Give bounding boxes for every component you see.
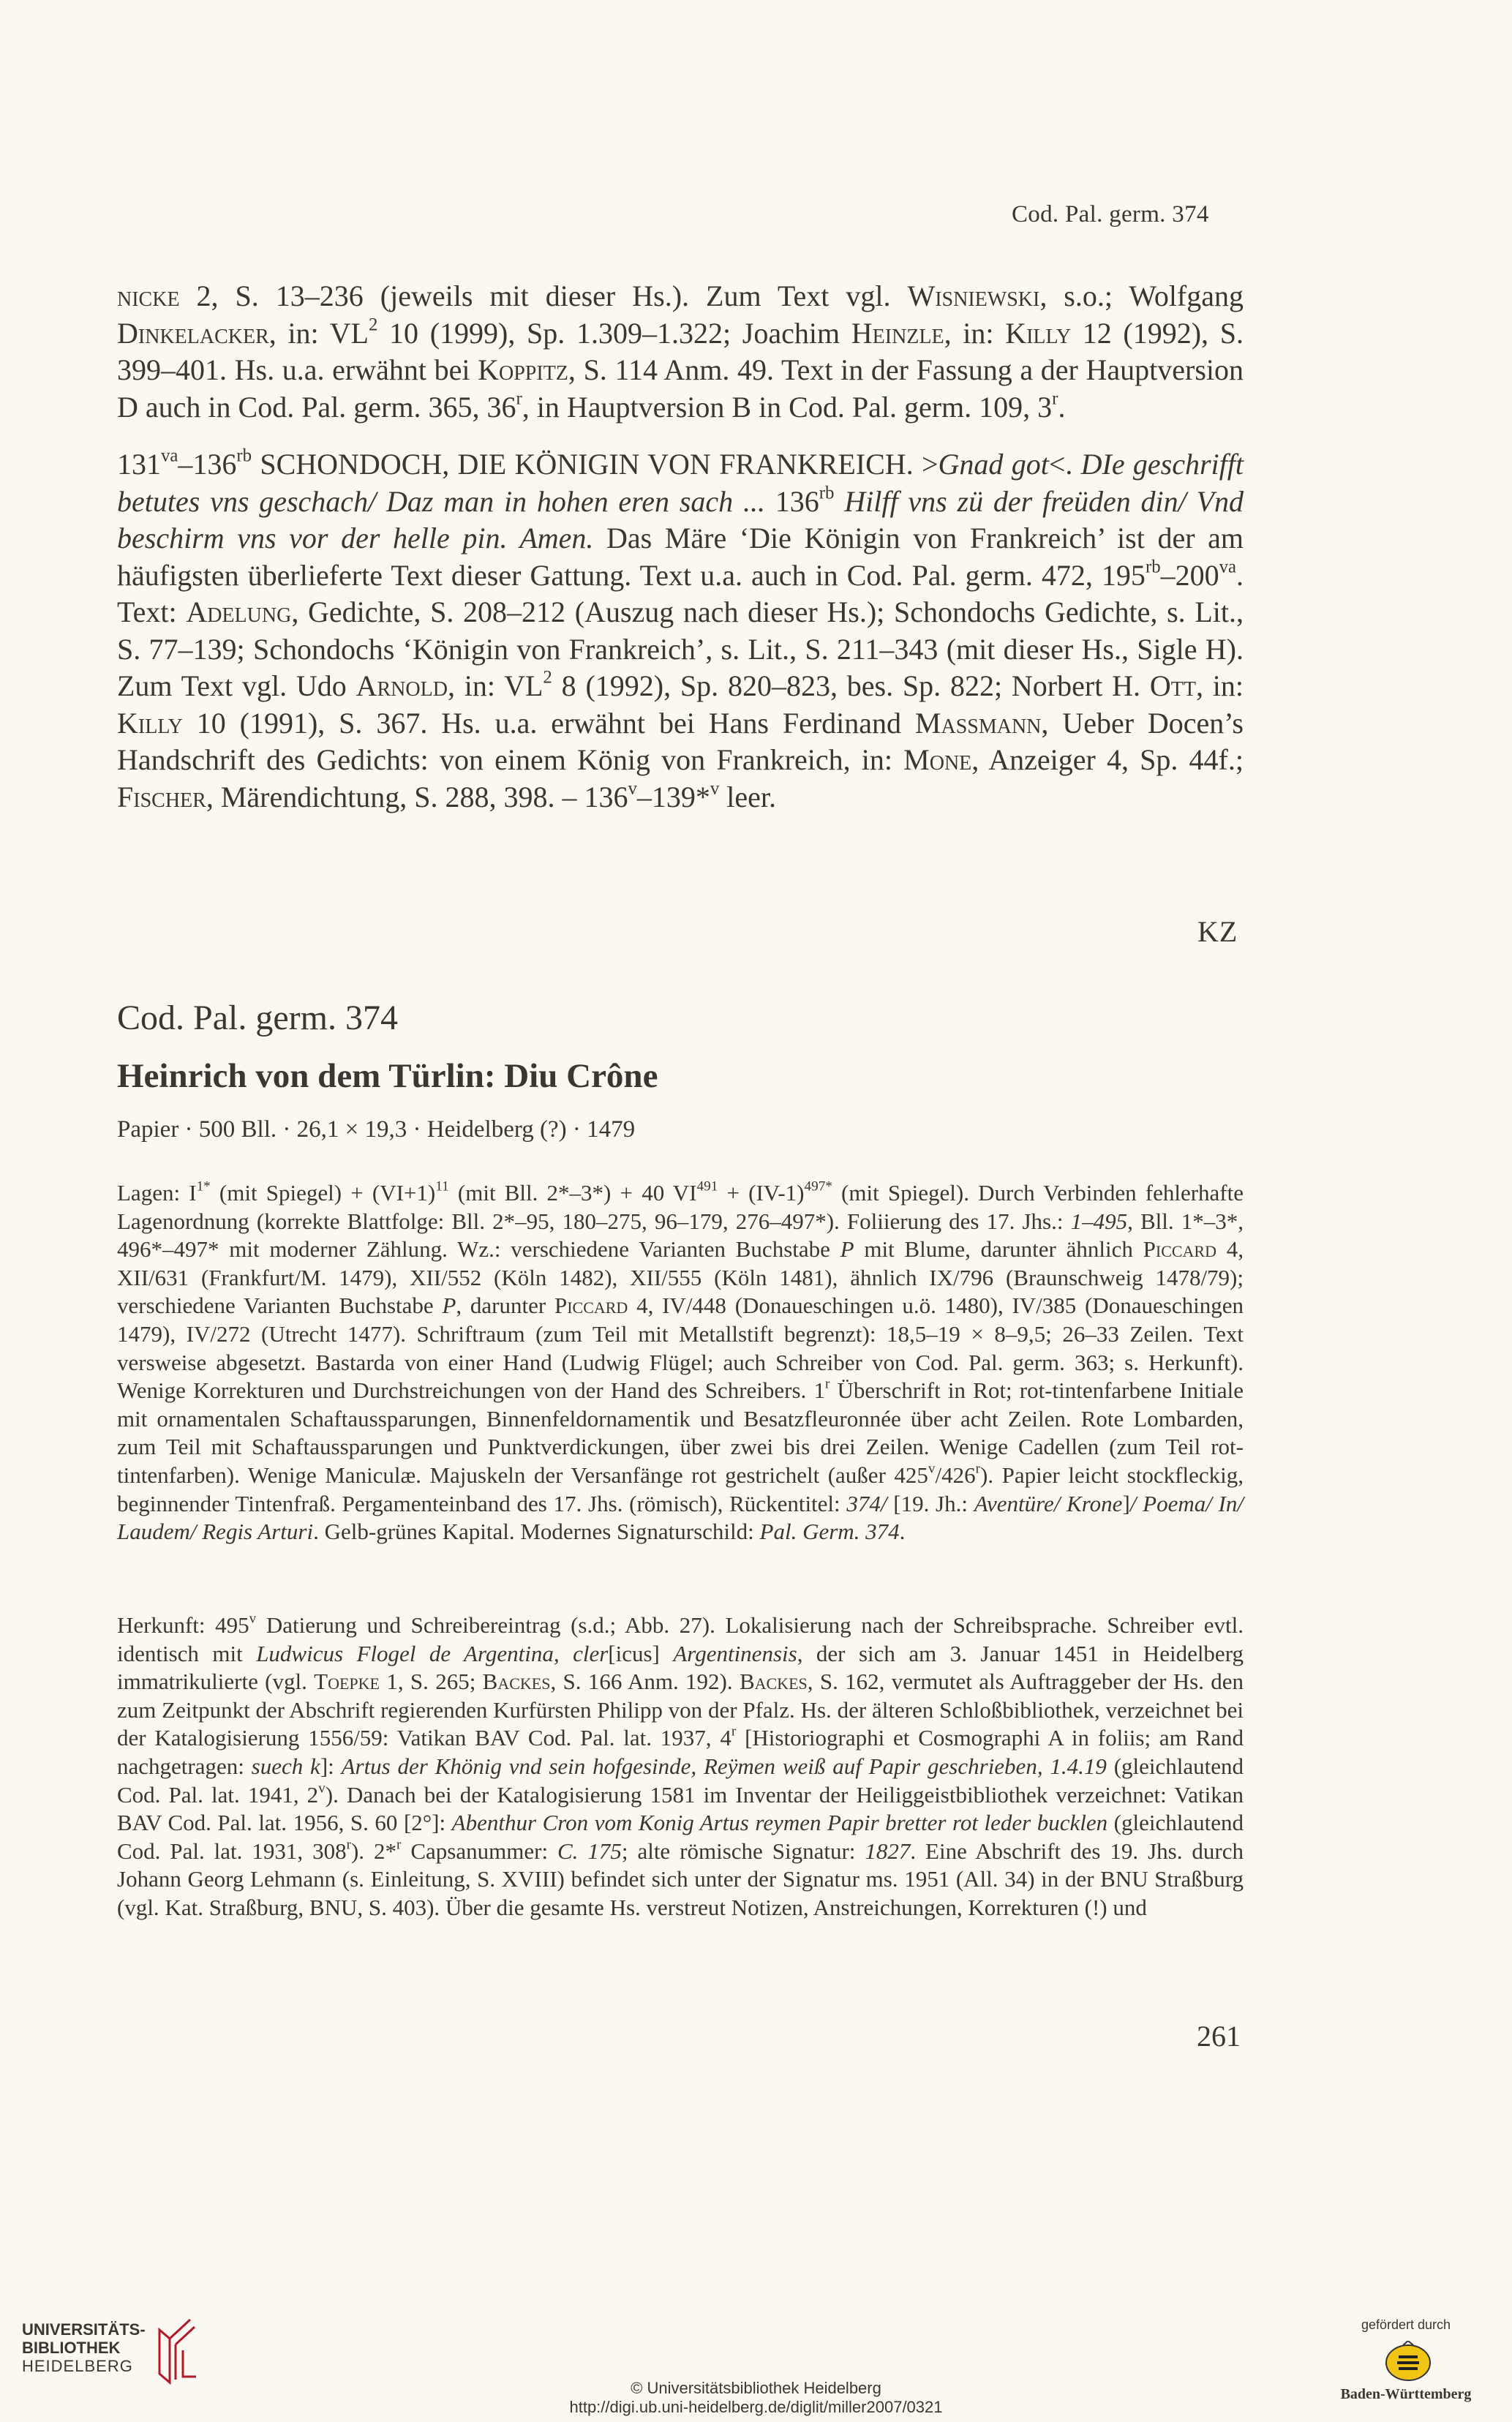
codex-title: Cod. Pal. germ. 374 (117, 998, 398, 1037)
codex-meta: Papier · 500 Bll. · 26,1 × 19,3 · Heidelberg (?) · 1479 (117, 1116, 636, 1143)
page-number: 261 (1197, 2020, 1241, 2053)
state-crest-icon (1383, 2341, 1434, 2383)
copyright-notice: © Universitätsbibliothek Heidelberg (631, 2379, 881, 2397)
provenance-description: Herkunft: 495$^v$ Datierung und Schreibereintrag (s.d.; Abb. 27). Lokalisierung nach der Schreibsprache. Schreiber evtl. identisch mit Ludwicus Flogel de Argentina, cler[icus] Argentinensis, der sich am 3. Januar 1451 in Heidelberg immatrikulierte (vgl. Toepke 1, S. 265; Backes, S. 166 Anm. 192). Backes, S. 162, vermutet als Auftraggeber der Hs. den zum Zeitpunkt der Abschrift regierenden Kurfürsten Philipp von der Pfalz. Hs. der älteren Schloßbibliothek, verzeichnet bei der Katalogisierung 1556/59: Vatikan BAV Cod. Pal. lat. 1937, 4$^r$ [Historiographi et Cosmographi A in foliis; am Rand nachgetragen: suech k]: Artus der Khönig vnd sein hofgesinde, Reÿmen weiß auf Papir geschrieben, 1.4.19 (gleichlautend Cod. Pal. lat. 1941, 2$^v$). Danach bei der Katalogisierung 1581 im Inventar der Heiliggeistbibliothek verzeichnet: Vatikan BAV Cod. Pal. lat. 1956, S. 60 [2°]: Abenthur Cron vom Konig Artus reymen Papir bretter rot leder bucklen (gleichlautend Cod. Pal. lat. 1931, 308$^r$). 2*$^r$ Capsanummer: C. 175; alte römische Signatur: 1827. Eine Abschrift des 19. Jhs. durch Johann Georg Lehmann (s. Einleitung, S. XVIII) befindet sich unter der Signatur ms. 1951 (All. 34) in der BNU Straßburg (vgl. Kat. Straßburg, BNU, S. 403). Über die gesamte Hs. verstreut Notizen, Anstreichungen, Korrekturen (!) und (117, 1611, 1244, 1920)
library-logo-icon (154, 2315, 199, 2385)
paragraph-literature: nicke 2, S. 13–236 (jeweils mit dieser Hs.). Zum Text vgl. Wisniewski, s.o.; Wolfgang Dinkelacker, in: $VL^2$ 10 (1999), Sp. 1.309–1.322; Joachim Heinzle, in: Killy 12 (1992), S. 399–401. Hs. u.a. erwähnt bei Koppitz, S. 114 Anm. 49. Text in der Fassung a der Hauptversion D auch in Cod. Pal. germ. 365, 36$^r$, in Hauptversion B in Cod. Pal. germ. 109, 3$^r$. (117, 279, 1244, 424)
codex-work-title: Heinrich von dem Türlin: Diu Crône (117, 1057, 658, 1095)
running-header: Cod. Pal. germ. 374 (1012, 201, 1209, 227)
author-initials: KZ (1197, 915, 1238, 948)
paragraph-schondoch: $131^{va}-136^{rb}$ SCHONDOCH, DIE KÖNIGIN VON FRANKREICH. >Gnad got<. DIe geschrifft betutes vns geschach/ Daz man in hohen eren sach ... $136^{rb}$ Hilff vns zü der freüden din/ Vnd beschirm vns vor der helle pin. Amen. Das Märe ‘Die Königin von Frankreich’ ist der am häufigsten überlieferte Text dieser Gattung. Text u.a. auch in Cod. Pal. germ. 472, $195^{rb}-200^{va}$. Text: Adelung, Gedichte, S. 208–212 (Auszug nach dieser Hs.); Schondochs Gedichte, s. Lit., S. 77–139; Schondochs ‘Königin von Frankreich’, s. Lit., S. 211–343 (mit dieser Hs., Sigle H). Zum Text vgl. Udo Arnold, in: $VL^2$ 8 (1992), Sp. 820–823, bes. Sp. 822; Norbert H. Ott, in: Killy 10 (1991), S. 367. Hs. u.a. erwähnt bei Hans Ferdinand Massmann, Ueber Docen’s Handschrift des Gedichts: von einem König von Frankreich, in: Mone, Anzeiger 4, Sp. 44f.; Fischer, Märendichtung, S. 288, 398. – 136$^v$–139*$^v$ leer. (117, 445, 1244, 813)
state-name: Baden-Württemberg (1340, 2386, 1472, 2402)
entry-continuation (117, 278, 1244, 816)
sponsor-label: gefördert durch (1361, 2317, 1451, 2332)
codicology-description: Lagen: $I^{1*}$ (mit Spiegel) + $(VI+1)^{11}$ (mit Bll. 2*–3*) + 40 $VI^{491} + (IV-1)^{497*}$ (mit Spiegel). Durch Verbinden fehlerhafte Lagenordnung (korrekte Blattfolge: Bll. 2*–95, 180–275, 96–179, 276–497*). Foliierung des 17. Jhs.: 1–495, Bll. 1*–3*, 496*–497* mit moderner Zählung. Wz.: verschiedene Varianten Buchstabe P mit Blume, darunter ähnlich Piccard 4, XII/631 (Frankfurt/M. 1479), XII/552 (Köln 1482), XII/555 (Köln 1481), ähnlich IX/796 (Braunschweig 1478/79); verschiedene Varianten Buchstabe P, darunter Piccard 4, IV/448 (Donaueschingen u.ö. 1480), IV/385 (Donaueschingen 1479), IV/272 (Utrecht 1477). Schriftraum (zum Teil mit Metallstift begrenzt): 18,5–19 × 8–9,5; 26–33 Zeilen. Text versweise abgesetzt. Bastarda von einer Hand (Ludwig Flügel; auch Schreiber von Cod. Pal. germ. 363; s. Herkunft). Wenige Korrekturen und Durchstreichungen von der Hand des Schreibers. 1$^r$ Überschrift in Rot; rot-tintenfarbene Initiale mit ornamentalen Schaftaussparungen, Binnenfeldornamentik und Besatzfleuronnée über acht Zeilen. Rote Lombarden, zum Teil mit Schaftaussparungen und Punktverdickungen, über zwei bis drei Zeilen. Wenige Cadellen (zum Teil rot-tintenfarben). Wenige Maniculæ. Majuskeln der Versanfänge rot gestrichelt (außer 425$^v$/426$^r$). Papier leicht stockfleckig, beginnender Tintenfraß. Pergamenteinband des 17. Jhs. (römisch), Rückentitel: 374/ [19. Jh.: Aventüre/ Krone]/ Poema/ In/ Laudem/ Regis Arturi. Gelb-grünes Kapital. Modernes Signaturschild: Pal. Germ. 374. (117, 1178, 1244, 1545)
source-url[interactable]: http://digi.ub.uni-heidelberg.de/diglit/miller2007/0321 (569, 2398, 943, 2416)
library-logo-text: UNIVERSITÄTS- BIBLIOTHEK HEIDELBERG (22, 2320, 146, 2375)
